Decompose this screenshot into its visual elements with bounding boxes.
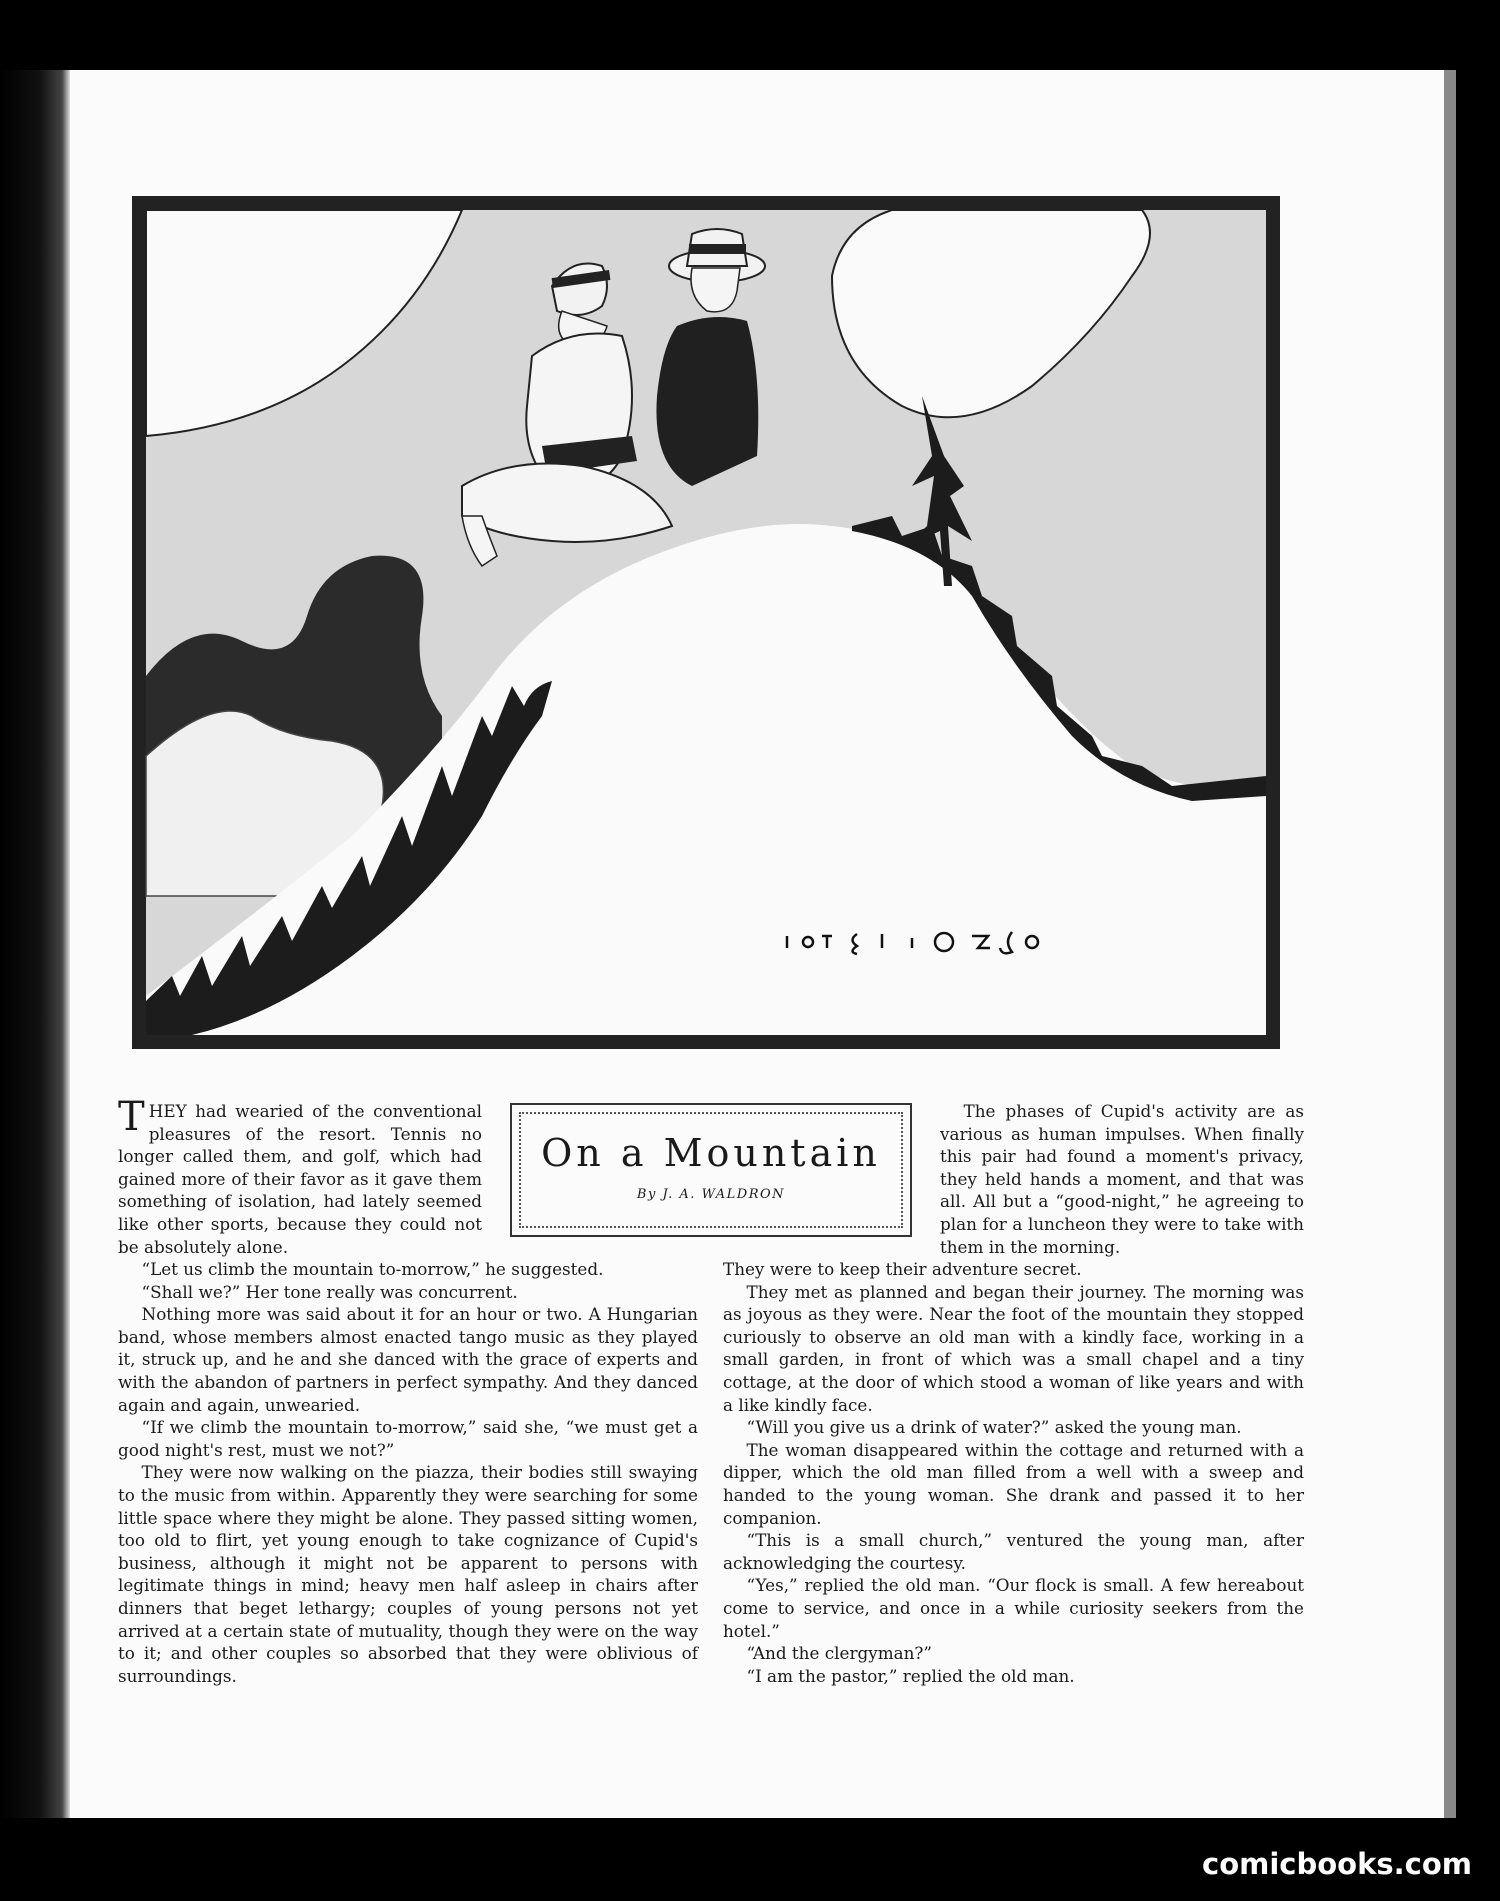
paragraph: “This is a small church,” ventured the young man, after acknowledging the courtesy. (723, 1530, 1304, 1573)
title-box (510, 1103, 912, 1237)
column-left-top (118, 1094, 482, 1258)
book-spine (0, 70, 70, 1818)
paragraph: The phases of Cupid's activity are as various as human impulses. When finally this pair had found a moment's privacy, they held hands a moment, and that was all. All but a “good-night,” he agreeing to plan for a luncheon they were to take with them in the morning. (940, 1101, 1304, 1257)
paragraph: “Will you give us a drink of water?” asked the young man. (746, 1417, 1242, 1438)
paragraph: They met as planned and began their journey. The morning was as joyous as they were. Near the foot of the mountain they stopped curiously to observe an old man with a kindly face, working in a small garden, in front of which was a small chapel and a tiny cottage, at the door of which stood a woman of like years and with a like kindly face. (723, 1281, 1304, 1415)
site-watermark: comicbooks.com (1202, 1847, 1472, 1881)
byline: By J. A. WALDRON (636, 1187, 786, 1202)
paragraph: “And the clergyman?” (746, 1643, 932, 1664)
paragraph: “Shall we?” Her tone really was concurrent. (141, 1281, 518, 1302)
drop-cap: T (118, 1094, 145, 1140)
paragraph: They were to keep their adventure secret. (723, 1259, 1082, 1279)
paragraph: “I am the pastor,” replied the old man. (746, 1665, 1075, 1686)
mountain-illustration (132, 196, 1280, 1049)
paragraph: “Yes,” replied the old man. “Our flock is small. A few hereabout come to service, and once in a while curiosity seekers from the hotel.” (723, 1575, 1304, 1641)
article-title: On a Mountain (541, 1131, 881, 1175)
paragraph: “Let us climb the mountain to-morrow,” he suggested. (141, 1259, 604, 1279)
paragraph: “If we climb the mountain to-morrow,” said she, “we must get a good night's rest, must we not?” (118, 1417, 698, 1460)
column-right (723, 1258, 1304, 1687)
paragraph: They were now walking on the piazza, their bodies still swaying to the music from within. Apparently they were searching for some little space where they might be alone. They passed sitting women, too old to flirt, yet young enough to take cognizance of Cupid's business, although it might not be apparent to persons with legitimate things in mind; heavy men half asleep in chairs after dinners that beget lethargy; couples of young persons not yet arrived at a certain state of mutuality, though they were on the way to it; and other couples so absorbed that they were oblivious of surroundings. (118, 1462, 698, 1686)
opening-paragraph: THEY had wearied of the conventional pleasures of the resort. Tennis no longer called them, and golf, which had gained more of their favor as it gave them something of isolation, had lately seemed like other sports, because they could not be absolutely alone. (118, 1094, 482, 1257)
paragraph: The woman disappeared within the cottage and returned with a dipper, which the old man filled from a well with a sweep and handed to the young woman. She drank and passed it to her companion. (723, 1439, 1304, 1528)
paragraph: Nothing more was said about it for an hour or two. A Hungarian band, whose members almost enacted tango music as they played it, struck up, and he and she danced with the grace of experts and with the abandon of partners in perfect sympathy. And they danced again and again, unwearied. (118, 1304, 698, 1415)
column-left (118, 1258, 698, 1687)
page-edge (1444, 70, 1456, 1818)
column-right-top (940, 1100, 1304, 1258)
